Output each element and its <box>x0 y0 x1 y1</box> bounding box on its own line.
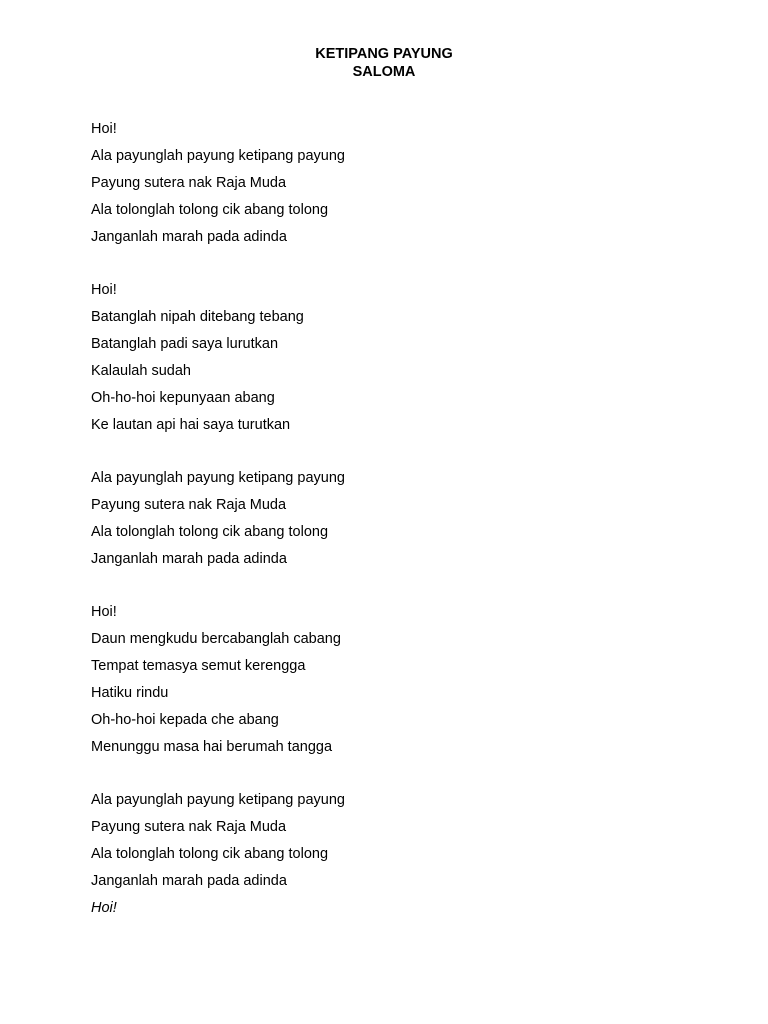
lyric-line: Hoi! <box>91 604 117 620</box>
title-block <box>0 45 768 81</box>
lyric-line: Ala tolonglah tolong cik abang tolong <box>91 524 329 540</box>
lyric-line: Payung sutera nak Raja Muda <box>91 819 287 835</box>
lyric-line: Ala payunglah payung ketipang payung <box>91 792 345 808</box>
lyric-line: Payung sutera nak Raja Muda <box>91 497 287 513</box>
lyric-line: Menunggu masa hai berumah tangga <box>91 739 333 755</box>
stanza-2 <box>91 277 691 439</box>
lyric-line-final: Hoi! <box>91 900 117 916</box>
lyric-line: Ala tolonglah tolong cik abang tolong <box>91 202 329 218</box>
song-title: KETIPANG PAYUNG <box>315 46 453 62</box>
lyric-line: Oh-ho-hoi kepada che abang <box>91 712 279 728</box>
lyric-line: Hatiku rindu <box>91 685 169 701</box>
lyric-line: Ala payunglah payung ketipang payung <box>91 470 345 486</box>
lyric-line: Janganlah marah pada adinda <box>91 229 287 245</box>
lyrics-body <box>91 116 691 948</box>
stanza-3 <box>91 465 691 573</box>
lyric-line: Janganlah marah pada adinda <box>91 551 287 567</box>
lyric-line: Ke lautan api hai saya turutkan <box>91 417 291 433</box>
lyric-line: Ala payunglah payung ketipang payung <box>91 148 345 164</box>
stanza-1 <box>91 116 691 251</box>
lyric-line: Batanglah padi saya lurutkan <box>91 336 279 352</box>
lyric-line: Oh-ho-hoi kepunyaan abang <box>91 390 275 406</box>
lyric-line: Tempat temasya semut kerengga <box>91 658 306 674</box>
lyric-line: Payung sutera nak Raja Muda <box>91 175 287 191</box>
lyric-line: Ala tolonglah tolong cik abang tolong <box>91 846 329 862</box>
lyric-line: Daun mengkudu bercabanglah cabang <box>91 631 341 647</box>
lyric-line: Hoi! <box>91 121 117 137</box>
artist-name: SALOMA <box>352 64 416 80</box>
lyric-line: Hoi! <box>91 282 117 298</box>
stanza-5 <box>91 787 691 922</box>
stanza-4 <box>91 599 691 761</box>
lyric-line: Janganlah marah pada adinda <box>91 873 287 889</box>
lyric-line: Kalaulah sudah <box>91 363 191 379</box>
lyric-line: Batanglah nipah ditebang tebang <box>91 309 304 325</box>
